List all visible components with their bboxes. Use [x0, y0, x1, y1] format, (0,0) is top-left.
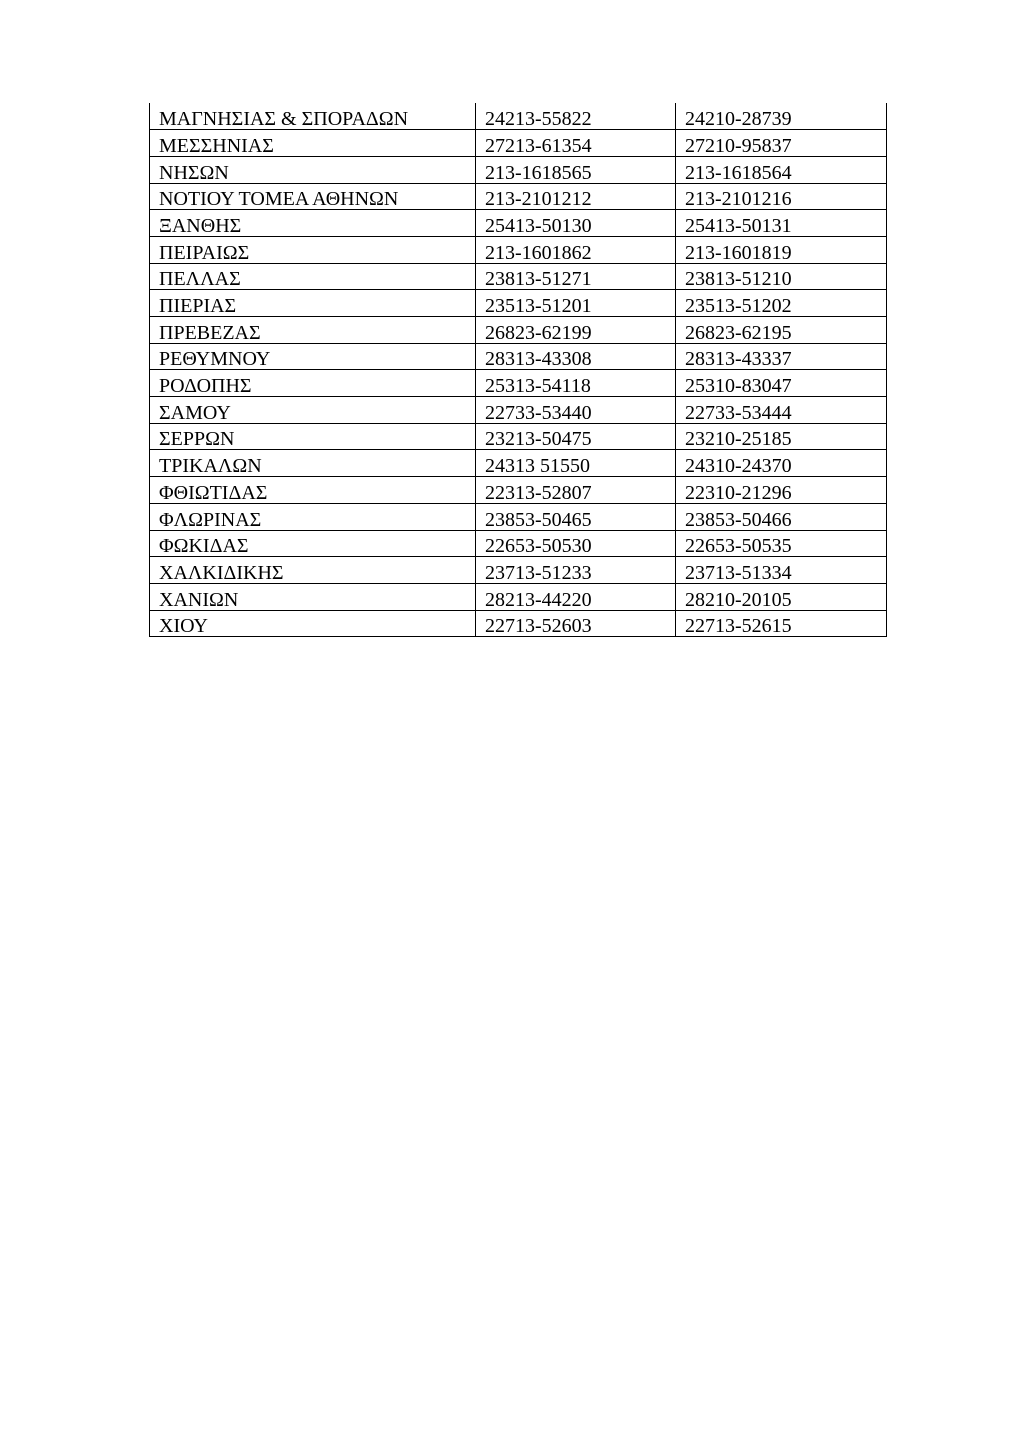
table-row [150, 610, 887, 637]
fax-cell: 22310-21296 [676, 477, 887, 504]
fax-cell: 23853-50466 [676, 503, 887, 530]
fax-cell: 26823-62195 [676, 317, 887, 344]
fax-cell: 28210-20105 [676, 583, 887, 610]
region-name-cell: ΧΑΝΙΩΝ [150, 583, 476, 610]
table-row [150, 317, 887, 344]
fax-cell: 23513-51202 [676, 290, 887, 317]
fax-cell: 22713-52615 [676, 610, 887, 637]
table-row [150, 130, 887, 157]
table-row [150, 156, 887, 183]
table-row [150, 370, 887, 397]
table-row [150, 210, 887, 237]
fax-cell: 28313-43337 [676, 343, 887, 370]
phone-cell: 22653-50530 [476, 530, 676, 557]
phone-cell: 24213-55822 [476, 103, 676, 130]
phone-cell: 23853-50465 [476, 503, 676, 530]
region-name-cell: ΦΛΩΡΙΝΑΣ [150, 503, 476, 530]
phone-cell: 22733-53440 [476, 397, 676, 424]
fax-cell: 25413-50131 [676, 210, 887, 237]
region-name-cell: ΜΕΣΣΗΝΙΑΣ [150, 130, 476, 157]
region-name-cell: ΤΡΙΚΑΛΩΝ [150, 450, 476, 477]
table-row [150, 477, 887, 504]
phone-cell: 27213-61354 [476, 130, 676, 157]
region-name-cell: ΠΕΙΡΑΙΩΣ [150, 236, 476, 263]
region-name-cell: ΞΑΝΘΗΣ [150, 210, 476, 237]
phone-cell: 23713-51233 [476, 557, 676, 584]
region-name-cell: ΜΑΓΝΗΣΙΑΣ & ΣΠΟΡΑΔΩΝ [150, 103, 476, 130]
table-row [150, 263, 887, 290]
fax-cell: 27210-95837 [676, 130, 887, 157]
phone-cell: 26823-62199 [476, 317, 676, 344]
table-row [150, 557, 887, 584]
phone-cell: 23213-50475 [476, 423, 676, 450]
fax-cell: 24310-24370 [676, 450, 887, 477]
region-name-cell: ΡΟΔΟΠΗΣ [150, 370, 476, 397]
fax-cell: 23813-51210 [676, 263, 887, 290]
fax-cell: 25310-83047 [676, 370, 887, 397]
fax-cell: 213-1601819 [676, 236, 887, 263]
fax-cell: 213-2101216 [676, 183, 887, 210]
phone-cell: 23513-51201 [476, 290, 676, 317]
region-name-cell: ΧΙΟΥ [150, 610, 476, 637]
table-row [150, 423, 887, 450]
phone-cell: 28313-43308 [476, 343, 676, 370]
table-row [150, 236, 887, 263]
phone-cell: 24313 51550 [476, 450, 676, 477]
phone-cell: 22313-52807 [476, 477, 676, 504]
phone-cell: 25413-50130 [476, 210, 676, 237]
region-name-cell: ΝΗΣΩΝ [150, 156, 476, 183]
region-name-cell: ΝΟΤΙΟΥ ΤΟΜΕΑ ΑΘΗΝΩΝ [150, 183, 476, 210]
contacts-table [149, 103, 887, 637]
region-name-cell: ΠΡΕΒΕΖΑΣ [150, 317, 476, 344]
region-name-cell: ΣΑΜΟΥ [150, 397, 476, 424]
table-body [150, 103, 887, 637]
fax-cell: 22733-53444 [676, 397, 887, 424]
fax-cell: 24210-28739 [676, 103, 887, 130]
table-row [150, 530, 887, 557]
table-row [150, 583, 887, 610]
table-row [150, 103, 887, 130]
region-name-cell: ΡΕΘΥΜΝΟΥ [150, 343, 476, 370]
phone-cell: 22713-52603 [476, 610, 676, 637]
phone-cell: 213-2101212 [476, 183, 676, 210]
phone-cell: 213-1618565 [476, 156, 676, 183]
table-row [150, 343, 887, 370]
fax-cell: 22653-50535 [676, 530, 887, 557]
region-name-cell: ΠΙΕΡΙΑΣ [150, 290, 476, 317]
phone-cell: 28213-44220 [476, 583, 676, 610]
table-row [150, 503, 887, 530]
fax-cell: 213-1618564 [676, 156, 887, 183]
table-row [150, 183, 887, 210]
table-row [150, 397, 887, 424]
fax-cell: 23210-25185 [676, 423, 887, 450]
phone-cell: 25313-54118 [476, 370, 676, 397]
region-name-cell: ΣΕΡΡΩΝ [150, 423, 476, 450]
region-name-cell: ΠΕΛΛΑΣ [150, 263, 476, 290]
table-row [150, 290, 887, 317]
phone-cell: 23813-51271 [476, 263, 676, 290]
region-name-cell: ΦΘΙΩΤΙΔΑΣ [150, 477, 476, 504]
fax-cell: 23713-51334 [676, 557, 887, 584]
table-row [150, 450, 887, 477]
region-name-cell: ΧΑΛΚΙΔΙΚΗΣ [150, 557, 476, 584]
phone-cell: 213-1601862 [476, 236, 676, 263]
region-name-cell: ΦΩΚΙΔΑΣ [150, 530, 476, 557]
